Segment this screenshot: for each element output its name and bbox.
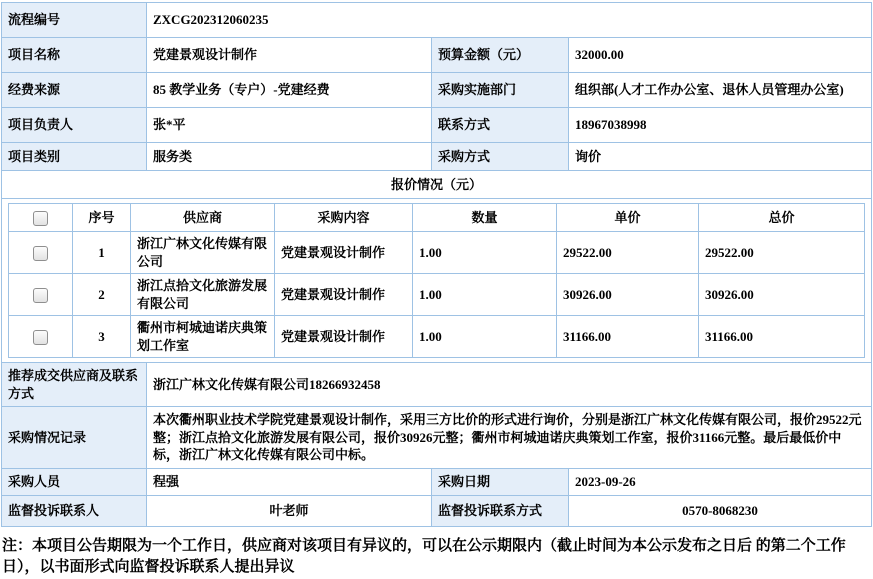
purchasing-department-value: 组织部(人才工作办公室、退休人员管理办公室) bbox=[569, 73, 872, 108]
procurement-record-value: 本次衢州职业技术学院党建景观设计制作，采用三方比价的形式进行询价，分别是浙江广林文化传媒有限公司，报价29522元整；浙江点拾文化旅游发展有限公司，报价30926元整；衢州市柯城迪诺庆典策划工作室，报价31166元整。最后最低价中标，浙江广林文化传媒有限公司中标。 bbox=[147, 407, 872, 469]
content-cell: 党建景观设计制作 bbox=[275, 316, 413, 358]
recommended-supplier-value: 浙江广林文化传媒有限公司18266932458 bbox=[147, 363, 872, 407]
supervision-contact-label: 监督投诉联系人 bbox=[2, 495, 147, 526]
unit-price-cell: 31166.00 bbox=[557, 316, 699, 358]
unit-price-cell: 30926.00 bbox=[557, 274, 699, 316]
procurement-staff-label: 采购人员 bbox=[2, 469, 147, 496]
row-procurement-record bbox=[2, 407, 872, 469]
row-quote-table bbox=[2, 199, 872, 363]
project-category-label: 项目类别 bbox=[2, 143, 147, 171]
contact-label: 联系方式 bbox=[432, 108, 569, 143]
row-project-name bbox=[2, 38, 872, 73]
budget-label: 预算金额（元） bbox=[432, 38, 569, 73]
process-number-label: 流程编号 bbox=[2, 3, 147, 38]
funding-source-value: 85 教学业务（专户）-党建经费 bbox=[147, 73, 432, 108]
project-leader-value: 张*平 bbox=[147, 108, 432, 143]
row-checkbox[interactable] bbox=[33, 246, 48, 261]
supervision-phone-value: 0570-8068230 bbox=[569, 495, 872, 526]
qty-cell: 1.00 bbox=[413, 274, 557, 316]
project-name-value: 党建景观设计制作 bbox=[147, 38, 432, 73]
row-quote-section-title bbox=[2, 171, 872, 199]
procurement-method-value: 询价 bbox=[569, 143, 872, 171]
row-project-leader bbox=[2, 108, 872, 143]
quote-row-1 bbox=[9, 232, 865, 274]
col-header-seq: 序号 bbox=[73, 204, 131, 232]
announcement-note: 注：本项目公告期限为一个工作日，供应商对该项目有异议的，可以在公示期限内（截止时间为本公示发布之日后 的第二个工作日），以书面形式向监督投诉联系人提出异议 bbox=[2, 537, 846, 576]
supplier-cell: 浙江点拾文化旅游发展有限公司 bbox=[131, 274, 275, 316]
procurement-staff-value: 程强 bbox=[147, 469, 432, 496]
col-header-total-price: 总价 bbox=[699, 204, 865, 232]
row-funding-source bbox=[2, 73, 872, 108]
project-category-value: 服务类 bbox=[147, 143, 432, 171]
procurement-date-label: 采购日期 bbox=[432, 469, 569, 496]
quote-header-row bbox=[9, 204, 865, 232]
row-checkbox[interactable] bbox=[33, 288, 48, 303]
col-header-supplier: 供应商 bbox=[131, 204, 275, 232]
quote-row-2 bbox=[9, 274, 865, 316]
seq-cell: 2 bbox=[73, 274, 131, 316]
quote-section-title: 报价情况（元） bbox=[2, 171, 872, 199]
total-price-cell: 29522.00 bbox=[699, 232, 865, 274]
qty-cell: 1.00 bbox=[413, 316, 557, 358]
row-checkbox[interactable] bbox=[33, 330, 48, 345]
procurement-record-label: 采购情况记录 bbox=[2, 407, 147, 469]
procurement-method-label: 采购方式 bbox=[432, 143, 569, 171]
funding-source-label: 经费来源 bbox=[2, 73, 147, 108]
total-price-cell: 30926.00 bbox=[699, 274, 865, 316]
total-price-cell: 31166.00 bbox=[699, 316, 865, 358]
row-supervision-contact bbox=[2, 495, 872, 526]
supplier-cell: 浙江广林文化传媒有限公司 bbox=[131, 232, 275, 274]
supplier-cell: 衢州市柯城迪诺庆典策划工作室 bbox=[131, 316, 275, 358]
row-recommended-supplier bbox=[2, 363, 872, 407]
row-project-category bbox=[2, 143, 872, 171]
contact-value: 18967038998 bbox=[569, 108, 872, 143]
supervision-phone-label: 监督投诉联系方式 bbox=[432, 495, 569, 526]
budget-value: 32000.00 bbox=[569, 38, 872, 73]
quote-table bbox=[8, 203, 865, 358]
content-cell: 党建景观设计制作 bbox=[275, 274, 413, 316]
col-header-content: 采购内容 bbox=[275, 204, 413, 232]
qty-cell: 1.00 bbox=[413, 232, 557, 274]
seq-cell: 1 bbox=[73, 232, 131, 274]
supervision-contact-value: 叶老师 bbox=[147, 495, 432, 526]
project-name-label: 项目名称 bbox=[2, 38, 147, 73]
content-cell: 党建景观设计制作 bbox=[275, 232, 413, 274]
unit-price-cell: 29522.00 bbox=[557, 232, 699, 274]
procurement-date-value: 2023-09-26 bbox=[569, 469, 872, 496]
col-header-qty: 数量 bbox=[413, 204, 557, 232]
project-leader-label: 项目负责人 bbox=[2, 108, 147, 143]
process-number-value: ZXCG202312060235 bbox=[147, 3, 872, 38]
col-header-unit-price: 单价 bbox=[557, 204, 699, 232]
quote-row-3 bbox=[9, 316, 865, 358]
recommended-supplier-label: 推荐成交供应商及联系方式 bbox=[2, 363, 147, 407]
row-procurement-staff bbox=[2, 469, 872, 496]
seq-cell: 3 bbox=[73, 316, 131, 358]
row-process-number bbox=[2, 3, 872, 38]
purchasing-department-label: 采购实施部门 bbox=[432, 73, 569, 108]
select-all-checkbox[interactable] bbox=[33, 211, 48, 226]
procurement-announcement-table bbox=[1, 2, 872, 527]
